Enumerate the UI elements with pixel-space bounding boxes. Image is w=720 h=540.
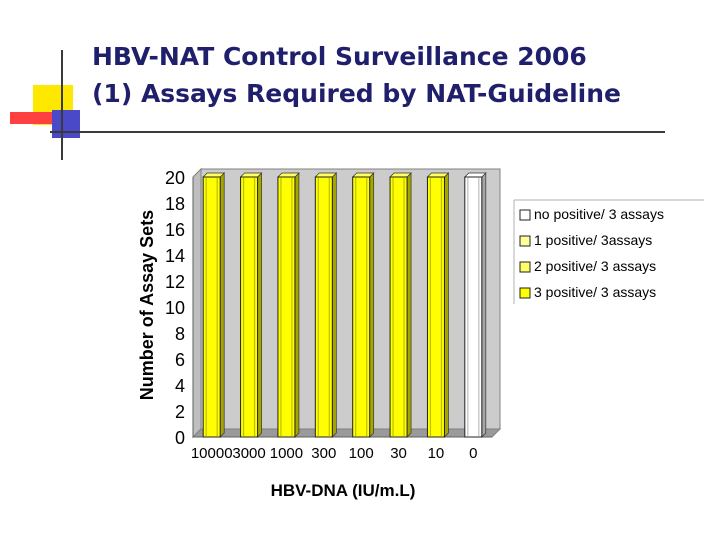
bar-10 [427, 173, 448, 437]
x-tick-label: 100 [348, 445, 374, 462]
bar-side [444, 173, 448, 437]
y-tick-label: 10 [164, 298, 185, 318]
bar-side [258, 173, 262, 437]
y-tick-label: 4 [174, 376, 185, 396]
bar-side [482, 173, 486, 437]
bar-300 [315, 173, 336, 437]
bar-side [332, 173, 336, 437]
x-tick-label: 10 [427, 445, 445, 462]
slide-title-line-2: (1) Assays Required by NAT-Guideline [92, 79, 622, 108]
y-tick-label: 14 [164, 246, 185, 266]
side-wall [193, 169, 201, 437]
legend [514, 200, 704, 304]
bar-10000 [203, 173, 224, 437]
x-tick-label: 10000 [190, 445, 233, 462]
y-tick-label: 0 [174, 428, 185, 448]
floor [193, 429, 500, 437]
x-tick-label: 300 [311, 445, 337, 462]
y-tick-label: 8 [174, 324, 185, 344]
x-tick-labels [191, 445, 478, 462]
x-axis-label: HBV-DNA (IU/m.L) [270, 481, 416, 500]
legend-swatch [520, 236, 530, 246]
legend-label: 1 positive/ 3assays [534, 232, 653, 248]
plot-area [193, 169, 500, 437]
y-axis-label: Number of Assay Sets [137, 209, 157, 401]
bar-side [220, 173, 224, 437]
x-tick-label: 3000 [232, 445, 266, 462]
legend-label: 3 positive/ 3 assays [534, 284, 657, 300]
x-tick-label: 30 [390, 445, 407, 462]
y-tick-label: 20 [164, 168, 185, 188]
bar-0 [465, 173, 486, 437]
y-tick-label: 18 [164, 194, 185, 214]
bar-top [203, 173, 224, 177]
y-tick-label: 12 [164, 272, 185, 292]
y-tick-label: 2 [174, 402, 185, 422]
bar-top [315, 173, 336, 177]
bar-1000 [278, 173, 299, 437]
bar-100 [353, 173, 374, 437]
legend-swatch [520, 210, 530, 220]
bar-side [295, 173, 299, 437]
bar-side [407, 173, 411, 437]
bar-30 [390, 173, 411, 437]
slide-title-line-1: HBV-NAT Control Surveillance 2006 [92, 42, 587, 71]
bar-top [465, 173, 486, 177]
x-tick-label: 1000 [269, 445, 304, 462]
bar-3000 [241, 173, 262, 437]
bar-top [427, 173, 448, 177]
bar-top [241, 173, 262, 177]
y-tick-label: 6 [174, 350, 185, 370]
y-tick-labels [165, 168, 185, 448]
x-tick-label: 0 [469, 445, 478, 462]
legend-swatch [520, 262, 530, 272]
legend-swatch [520, 288, 530, 298]
bar-side [370, 173, 374, 437]
bar-top [353, 173, 374, 177]
bar-top [390, 173, 411, 177]
bar-top [278, 173, 299, 177]
legend-label: no positive/ 3 assays [534, 206, 664, 222]
y-tick-label: 16 [164, 220, 185, 240]
legend-label: 2 positive/ 3 assays [534, 258, 657, 274]
